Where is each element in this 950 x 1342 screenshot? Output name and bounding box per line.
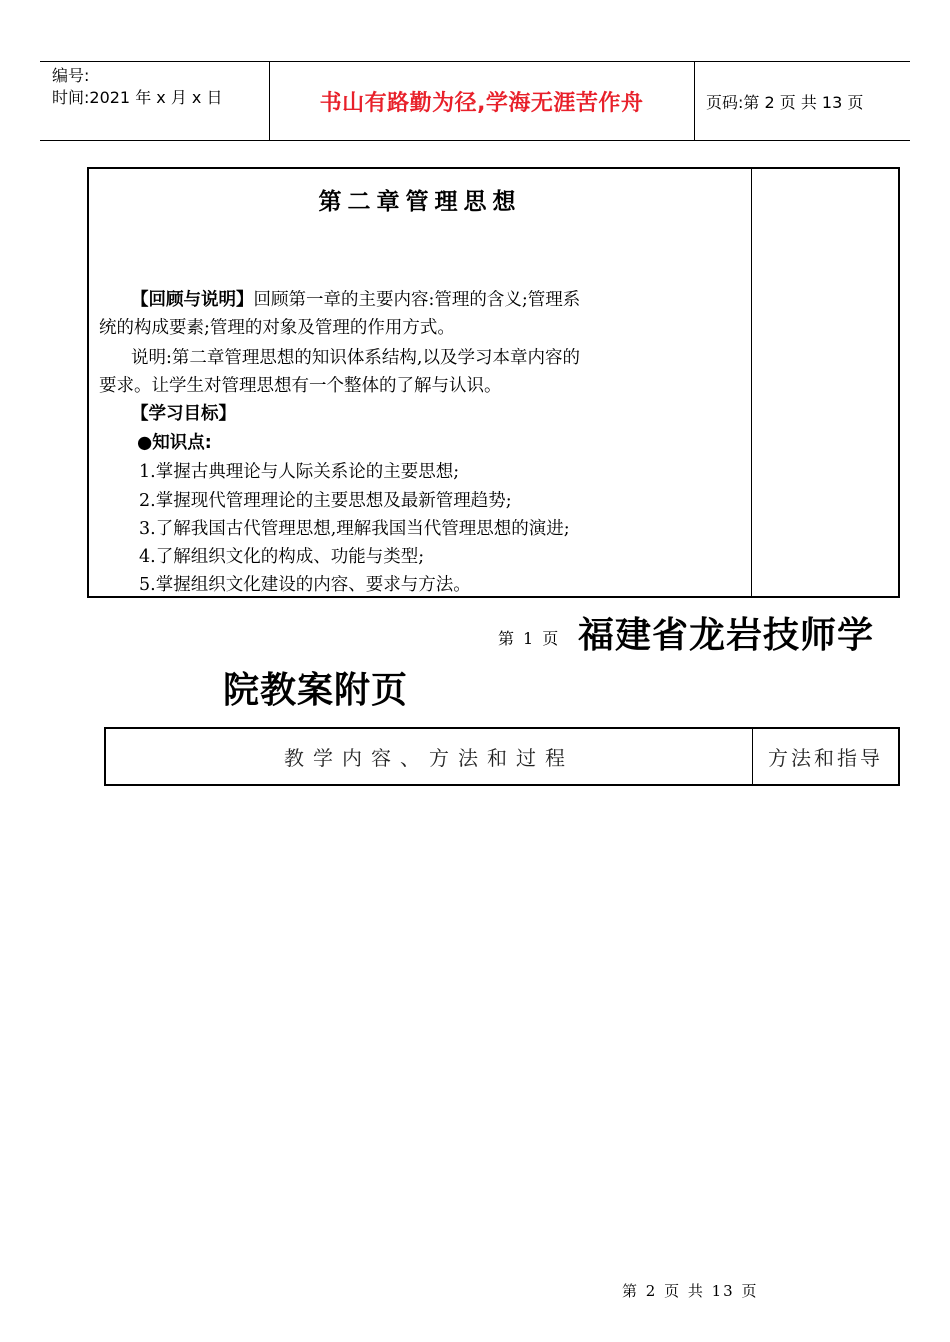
page-marker-prefix: 第 xyxy=(498,629,518,648)
knowledge-label: ●知识点: xyxy=(137,433,212,453)
explain-line-1: 说明:第二章管理思想的知识体系结构,以及学习本章内容的 xyxy=(131,348,580,368)
motto: 书山有路勤为径,学海无涯苦作舟 xyxy=(269,62,695,140)
page-marker-number: 1 xyxy=(523,629,537,648)
review-label: 【回顾与说明】 xyxy=(131,290,254,310)
goals-label: 【学习目标】 xyxy=(131,404,236,424)
lesson-content-cell xyxy=(89,169,752,596)
school-title-part2: 院教案附页 xyxy=(223,670,409,711)
page-marker-suffix: 页 xyxy=(542,629,562,648)
appendix-table-header xyxy=(104,727,900,786)
method-cell xyxy=(752,169,898,596)
knowledge-item: 1.掌握古典理论与人际关系论的主要思想; xyxy=(139,462,460,482)
method-column-header: 方法和指导 xyxy=(768,746,883,770)
time-line: 时间:2021 年 x 月 x 日 xyxy=(52,88,223,107)
page-code: 页码:第 2 页 共 13 页 xyxy=(706,92,864,112)
lesson-table xyxy=(87,167,900,598)
serial-label: 编号: xyxy=(52,66,90,85)
knowledge-item: 2.掌握现代管理理论的主要思想及最新管理趋势; xyxy=(139,491,512,511)
header-info-cell xyxy=(40,62,270,140)
knowledge-item: 5.掌握组织文化建设的内容、要求与方法。 xyxy=(139,575,471,595)
chapter-title: 第二章管理思想 xyxy=(318,188,522,215)
review-paragraph xyxy=(131,286,580,314)
knowledge-item: 4.了解组织文化的构成、功能与类型; xyxy=(139,547,425,567)
review-line-1: 回顾第一章的主要内容:管理的含义;管理系 xyxy=(253,290,581,310)
explain-line-2: 要求。让学生对管理思想有一个整体的了解与认识。 xyxy=(99,376,502,396)
content-column-header: 教学内容、方法和过程 xyxy=(106,729,753,784)
page-footer: 第 2 页 共 13 页 xyxy=(622,1282,759,1300)
knowledge-item: 3.了解我国古代管理思想,理解我国当代管理思想的演进; xyxy=(139,519,570,539)
page-marker xyxy=(498,626,561,649)
page-header xyxy=(40,61,910,141)
review-line-2: 统的构成要素;管理的对象及管理的作用方式。 xyxy=(99,318,455,338)
school-title-part1: 福建省龙岩技师学 xyxy=(578,615,875,656)
